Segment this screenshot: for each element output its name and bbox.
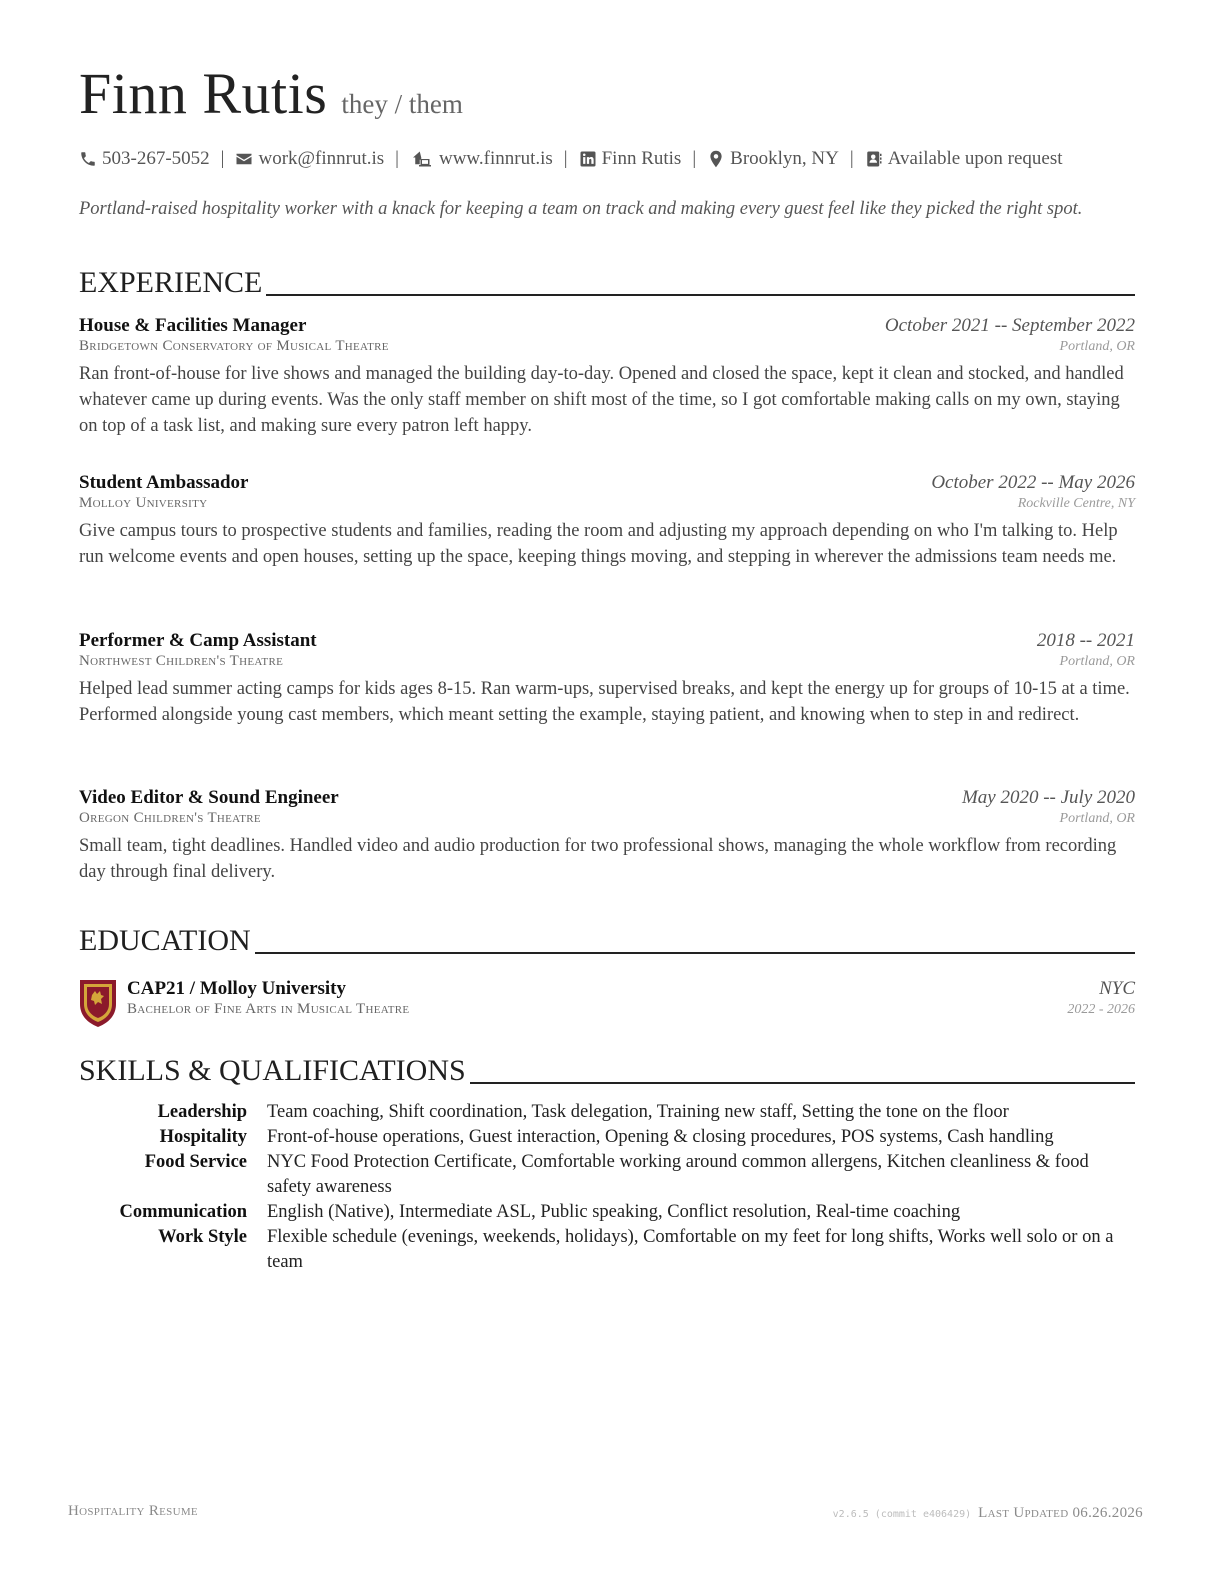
contact-bar [79,148,1063,170]
school-name: CAP21 / Molloy University [127,978,347,999]
header [79,60,463,127]
job-description: Give campus tours to prospective students and families, reading the room and adjusting my approach depending on who I'm talking to. Help run welcome events and open houses, setting up the space, keeping things moving, and stepping in wherever the admissions team needs me. [79,521,1118,567]
degree: Bachelor of Fine Arts in Musical Theatre [127,1001,410,1017]
summary: Portland-raised hospitality worker with a knack for keeping a team on track and making every guest feel like they picked the right spot. [79,199,1083,219]
skill-row [79,1200,1135,1225]
skill-values: Front-of-house operations, Guest interaction, Opening & closing procedures, POS systems, Cash handling [267,1127,1054,1147]
linkedin-icon [579,150,597,168]
footer-title: Hospitality Resume [68,1503,198,1519]
school-years: 2022 - 2026 [1067,1002,1135,1017]
job-description: Ran front-of-house for live shows and managed the building day-to-day. Opened and closed the space, kept it clean and stocked, and handled whatever came up during events. Was the only staff member on shift most of the time, so I got comfortable making calls on my own, staying on top of a task list, and making sure every patron left happy. [79,364,1124,436]
job-location: Portland, OR [1059,811,1135,826]
job-dates: October 2022 -- May 2026 [931,472,1135,493]
separator: | [563,148,568,169]
skill-values: Flexible schedule (evenings, weekends, holidays), Comfortable on my feet for long shifts, Works well solo or on a team [267,1227,1114,1272]
job-dates: May 2020 -- July 2020 [961,787,1135,808]
home-laptop-icon [410,150,434,168]
education-details [127,978,1135,1018]
section-skills-heading [79,1056,1135,1086]
separator: | [395,148,399,169]
experience-entry [79,787,1135,885]
job-description: Small team, tight deadlines. Handled video and audio production for two professional shows, managing the whole workflow from recording day through final delivery. [79,836,1117,882]
skills-table [79,1100,1135,1275]
section-title: SKILLS & QUALIFICATIONS [79,1054,466,1087]
references-text: Available upon request [887,148,1063,169]
contact-references [865,148,1063,170]
version-label: v2.6.5 (commit e406429) [832,1509,972,1520]
separator: | [849,148,854,169]
job-title: Student Ambassador [79,472,249,493]
skill-category: Hospitality [159,1127,247,1147]
school-location: NYC [1099,978,1135,999]
phone-text: 503-267-5052 [102,148,210,169]
contact-card-icon [865,150,883,168]
job-title: House & Facilities Manager [79,315,307,336]
section-rule [266,294,1135,296]
skill-values: NYC Food Protection Certificate, Comfortable working around common allergens, Kitchen cleanliness & food safety awareness [267,1152,1089,1197]
last-updated: Last Updated 06.26.2026 [978,1505,1143,1521]
job-dates: 2018 -- 2021 [1036,630,1135,651]
separator: | [692,148,697,169]
experience-entry [79,472,1135,570]
job-organization: Bridgetown Conservatory of Musical Theatre [79,338,389,354]
skill-category: Food Service [144,1152,247,1172]
skill-category: Leadership [157,1102,247,1122]
contact-linkedin[interactable] [579,148,682,170]
section-rule [255,952,1135,954]
job-location: Portland, OR [1059,654,1135,669]
location-text: Brooklyn, NY [730,148,839,169]
job-organization: Molloy University [79,495,208,511]
university-crest-icon [79,978,117,1028]
job-title: Performer & Camp Assistant [79,630,317,651]
job-description: Helped lead summer acting camps for kids ages 8-15. Ran warm-ups, supervised breaks, and kept the energy up for groups of 10-15 at a time. Performed alongside young cast members, which meant setting the example, staying patient, and knowing when to step in and redirect. [79,679,1130,725]
contact-phone[interactable] [79,148,210,170]
section-title: EDUCATION [79,924,251,957]
section-rule [470,1082,1135,1084]
skill-values: English (Native), Intermediate ASL, Public speaking, Conflict resolution, Real-time coaching [267,1202,961,1222]
skill-category: Work Style [158,1227,247,1247]
linkedin-text: Finn Rutis [601,148,682,169]
skill-row [79,1150,1135,1200]
job-organization: Oregon Children's Theatre [79,810,261,826]
experience-entry [79,630,1135,728]
envelope-icon [235,150,253,168]
section-education-heading [79,926,1135,956]
job-organization: Northwest Children's Theatre [79,653,284,669]
full-name: Finn Rutis [79,61,328,126]
experience-entry [79,315,1135,439]
job-location: Rockville Centre, NY [1017,496,1135,511]
pronouns: they / them [341,89,463,119]
contact-email[interactable] [235,148,384,170]
skill-row [79,1100,1135,1125]
section-experience-heading [79,268,1135,298]
separator: | [220,148,225,169]
skill-row [79,1125,1135,1150]
section-title: EXPERIENCE [79,266,263,299]
contact-location [707,148,839,170]
job-location: Portland, OR [1059,339,1135,354]
website-text: www.finnrut.is [438,148,553,169]
contact-website[interactable] [410,148,553,170]
email-text: work@finnrut.is [258,148,385,169]
job-title: Video Editor & Sound Engineer [79,787,339,808]
skill-category: Communication [119,1202,247,1222]
job-dates: October 2021 -- September 2022 [884,315,1135,336]
footer-meta [833,1505,1143,1522]
phone-icon [79,150,97,168]
skill-values: Team coaching, Shift coordination, Task delegation, Training new staff, Setting the tone on the floor [267,1102,1009,1122]
skill-row [79,1225,1135,1275]
map-pin-icon [707,150,725,168]
